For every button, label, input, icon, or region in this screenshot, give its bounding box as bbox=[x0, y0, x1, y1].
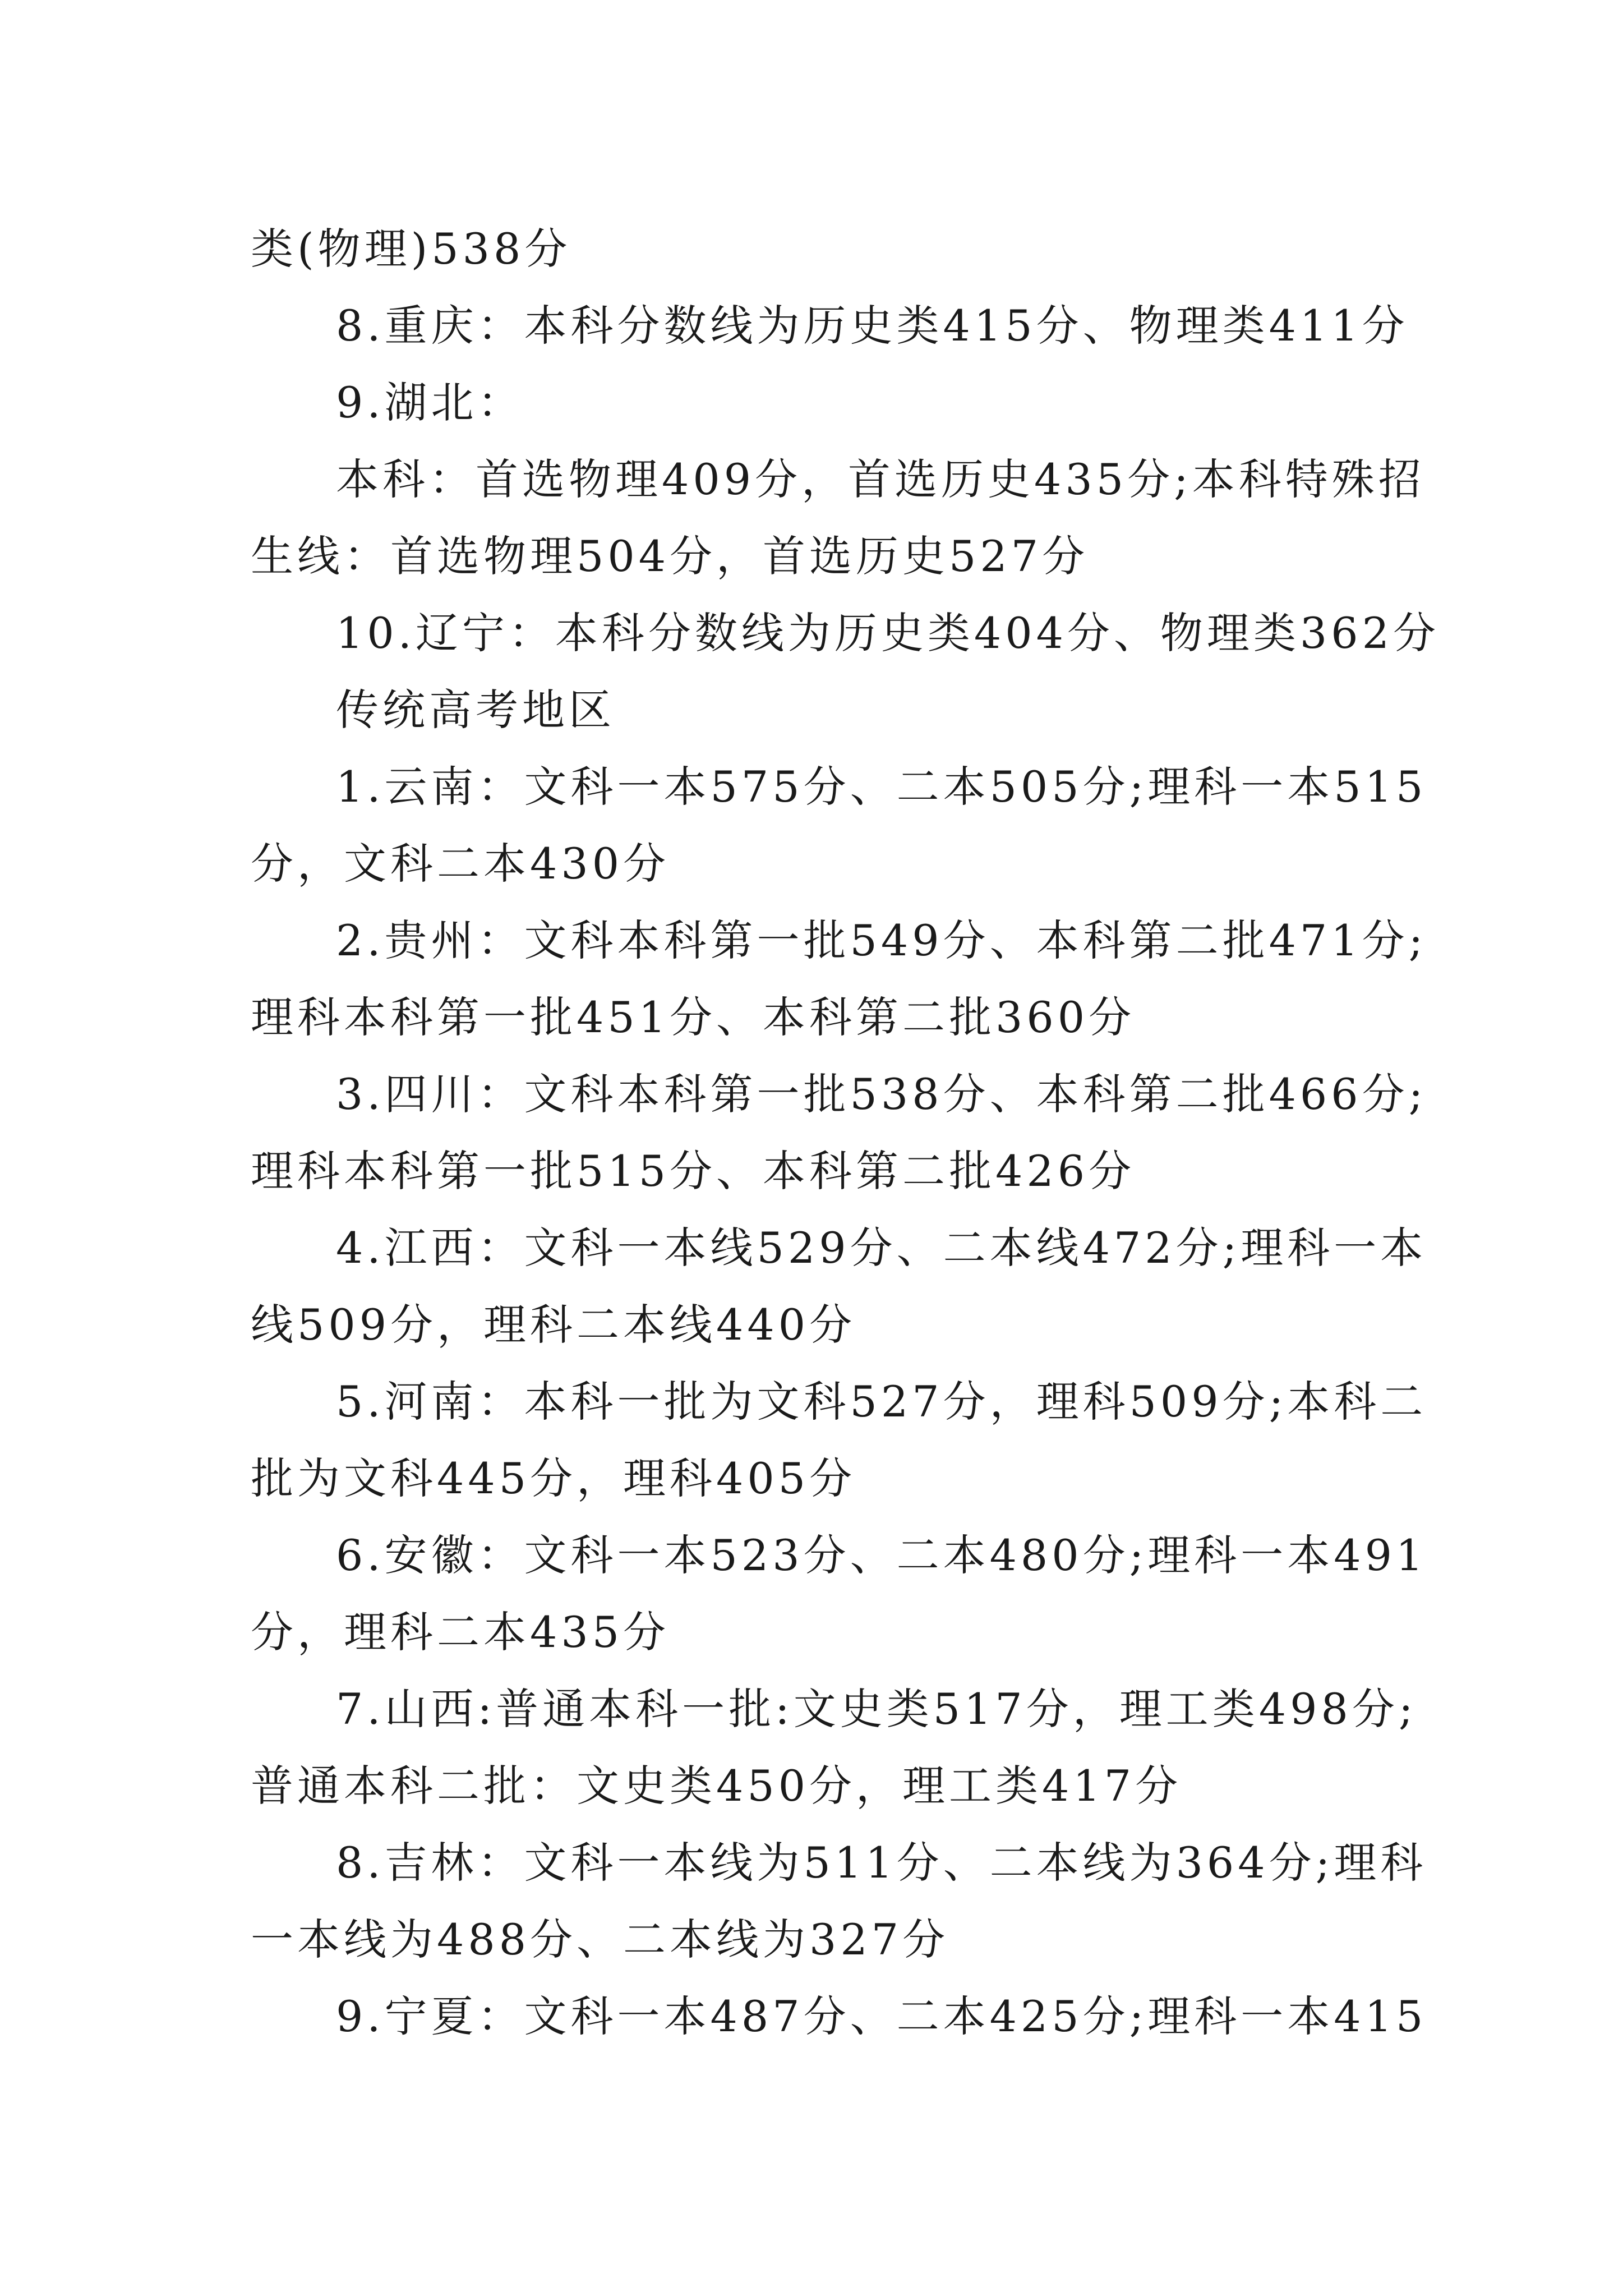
text-line: 分，文科二本430分 bbox=[251, 839, 670, 889]
text-line: 1.云南：文科一本575分、二本505分;理科一本515 bbox=[336, 762, 1427, 812]
section-heading: 传统高考地区 bbox=[336, 685, 615, 735]
text-line: 本科：首选物理409分，首选历史435分;本科特殊招 bbox=[336, 454, 1425, 504]
text-line: 理科本科第一批451分、本科第二批360分 bbox=[251, 992, 1136, 1042]
text-line: 类(物理)538分 bbox=[251, 224, 571, 274]
text-line: 普通本科二批：文史类450分，理工类417分 bbox=[251, 1761, 1182, 1811]
text-line: 8.重庆：本科分数线为历史类415分、物理类411分 bbox=[336, 301, 1409, 351]
text-line: 10.辽宁：本科分数线为历史类404分、物理类362分 bbox=[336, 608, 1440, 658]
document-body bbox=[251, 210, 1440, 2055]
text-line: 批为文科445分，理科405分 bbox=[251, 1453, 856, 1503]
text-line: 4.江西：文科一本线529分、二本线472分;理科一本 bbox=[336, 1223, 1427, 1273]
text-line: 3.四川：文科本科第一批538分、本科第二批466分; bbox=[336, 1069, 1427, 1119]
text-line: 生线：首选物理504分，首选历史527分 bbox=[251, 531, 1089, 581]
text-line: 2.贵州：文科本科第一批549分、本科第二批471分; bbox=[336, 915, 1427, 965]
text-line: 线509分，理科二本线440分 bbox=[251, 1300, 856, 1350]
text-line: 9.湖北： bbox=[336, 378, 524, 427]
text-line: 一本线为488分、二本线为327分 bbox=[251, 1915, 949, 1964]
text-line: 8.吉林：文科一本线为511分、二本线为364分;理科 bbox=[336, 1838, 1427, 1888]
text-line: 理科本科第一批515分、本科第二批426分 bbox=[251, 1146, 1136, 1196]
text-line: 9.宁夏：文科一本487分、二本425分;理科一本415 bbox=[336, 1991, 1427, 2041]
text-line: 分，理科二本435分 bbox=[251, 1607, 670, 1657]
text-line: 6.安徽：文科一本523分、二本480分;理科一本491 bbox=[336, 1530, 1427, 1580]
text-line: 7.山西:普通本科一批:文史类517分，理工类498分; bbox=[336, 1684, 1417, 1734]
text-line: 5.河南：本科一批为文科527分，理科509分;本科二 bbox=[336, 1377, 1427, 1427]
